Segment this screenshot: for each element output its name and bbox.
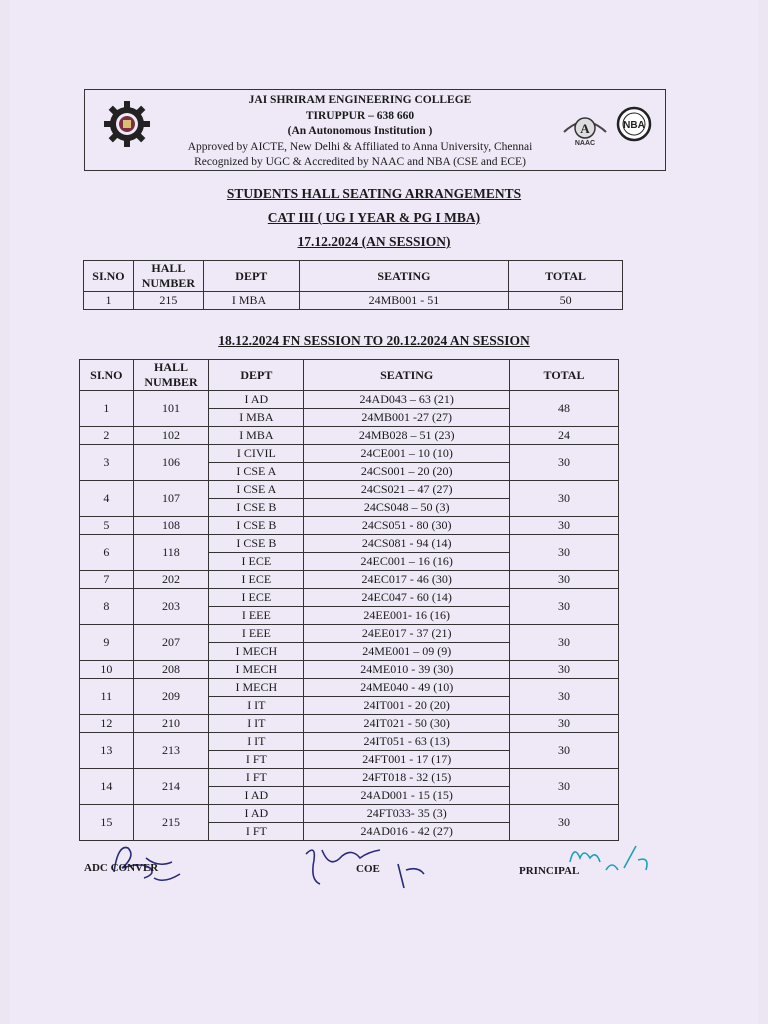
cell-hall: 203: [133, 589, 209, 625]
cell-dept: I IT: [209, 733, 304, 751]
col-total: TOTAL: [510, 360, 619, 391]
naac-label: NAAC: [574, 140, 596, 147]
cell-hall: 213: [133, 733, 209, 769]
cell-slno: 2: [80, 427, 134, 445]
cell-dept: I MECH: [209, 661, 304, 679]
cell-dept: I AD: [209, 787, 304, 805]
cell-seating: 24ME010 - 39 (30): [304, 661, 510, 679]
cell-dept: I EEE: [209, 607, 304, 625]
seating-table-1: [83, 260, 623, 310]
cell-seating: 24EC017 - 46 (30): [304, 571, 510, 589]
cell-slno: 1: [84, 292, 134, 310]
principal-label: PRINCIPAL: [519, 865, 580, 877]
cell-seating: 24AD001 - 15 (15): [304, 787, 510, 805]
table-row: [80, 427, 619, 445]
cell-seating: 24IT021 - 50 (30): [304, 715, 510, 733]
cell-dept: I MBA: [209, 409, 304, 427]
cell-total: 30: [510, 481, 619, 517]
cell-hall: 207: [133, 625, 209, 661]
cell-seating: 24CS021 – 47 (27): [304, 481, 510, 499]
cell-total: 48: [510, 391, 619, 427]
table-row: [80, 805, 619, 823]
cell-slno: 13: [80, 733, 134, 769]
cell-dept: I FT: [209, 751, 304, 769]
cell-hall: 215: [133, 805, 209, 841]
col-seating: SEATING: [299, 261, 508, 292]
cell-hall: 107: [133, 481, 209, 517]
cell-hall: 215: [133, 292, 203, 310]
cell-seating: 24CS051 - 80 (30): [304, 517, 510, 535]
cell-seating: 24FT001 - 17 (17): [304, 751, 510, 769]
cell-slno: 6: [80, 535, 134, 571]
cell-total: 30: [510, 679, 619, 715]
col-slno: SI.NO: [84, 261, 134, 292]
session2-title: 18.12.2024 FN SESSION TO 20.12.2024 AN SESSION: [218, 333, 530, 348]
cell-hall: 118: [133, 535, 209, 571]
coe-label: COE: [356, 863, 380, 875]
cell-dept: I MECH: [209, 679, 304, 697]
cell-total: 30: [510, 571, 619, 589]
cell-seating: 24ME001 – 09 (9): [304, 643, 510, 661]
cell-total: 30: [510, 535, 619, 571]
cell-dept: I FT: [209, 769, 304, 787]
cell-total: 30: [510, 445, 619, 481]
cell-dept: I CSE B: [209, 499, 304, 517]
cell-dept: I AD: [209, 391, 304, 409]
table-row: [80, 535, 619, 553]
cell-seating: 24ME040 - 49 (10): [304, 679, 510, 697]
cell-dept: I MBA: [203, 292, 299, 310]
cell-seating: 24IT051 - 63 (13): [304, 733, 510, 751]
cell-slno: 8: [80, 589, 134, 625]
col-seating: SEATING: [304, 360, 510, 391]
cell-seating: 24IT001 - 20 (20): [304, 697, 510, 715]
cell-dept: I CSE B: [209, 535, 304, 553]
cell-dept: I AD: [209, 805, 304, 823]
cell-dept: I FT: [209, 823, 304, 841]
cell-dept: I IT: [209, 697, 304, 715]
cell-total: 30: [510, 805, 619, 841]
college-status: (An Autonomous Institution ): [287, 125, 433, 137]
cell-dept: I EEE: [209, 625, 304, 643]
cell-hall: 101: [133, 391, 209, 427]
cell-dept: I MBA: [209, 427, 304, 445]
college-recognition: Recognized by UGC & Accredited by NAAC and NBA (CSE and ECE): [194, 156, 526, 168]
col-hall: HALL NUMBER: [133, 360, 209, 391]
seating-table-2: [79, 359, 619, 841]
college-city: TIRUPPUR – 638 660: [305, 109, 415, 122]
exam-title: CAT III ( UG I YEAR & PG I MBA): [267, 210, 481, 225]
col-total: TOTAL: [509, 261, 623, 292]
col-slno: SI.NO: [80, 360, 134, 391]
cell-dept: I MECH: [209, 643, 304, 661]
table-row: [80, 391, 619, 409]
table2-header-row: [80, 360, 619, 391]
cell-total: 50: [509, 292, 623, 310]
cell-slno: 15: [80, 805, 134, 841]
table1-header-row: [84, 261, 623, 292]
table-row: [84, 292, 623, 310]
table-row: [80, 571, 619, 589]
cell-dept: I IT: [209, 715, 304, 733]
col-dept: DEPT: [209, 360, 304, 391]
table-row: [80, 769, 619, 787]
cell-hall: 208: [133, 661, 209, 679]
cell-dept: I ECE: [209, 553, 304, 571]
cell-dept: I ECE: [209, 571, 304, 589]
cell-seating: 24EE001- 16 (16): [304, 607, 510, 625]
cell-slno: 5: [80, 517, 134, 535]
letterhead-text: [160, 93, 560, 171]
cell-seating: 24EE017 - 37 (21): [304, 625, 510, 643]
cell-slno: 12: [80, 715, 134, 733]
cell-dept: I CIVIL: [209, 445, 304, 463]
cell-seating: 24CE001 – 10 (10): [304, 445, 510, 463]
cell-total: 30: [510, 715, 619, 733]
cell-hall: 209: [133, 679, 209, 715]
cell-hall: 210: [133, 715, 209, 733]
cell-slno: 10: [80, 661, 134, 679]
table-row: [80, 589, 619, 607]
cell-total: 30: [510, 769, 619, 805]
adc-label: ADC CONVER: [84, 862, 159, 874]
cell-hall: 108: [133, 517, 209, 535]
cell-seating: 24MB001 -27 (27): [304, 409, 510, 427]
nba-label: NBA: [623, 120, 645, 131]
naac-grade: A: [580, 121, 590, 136]
cell-seating: 24CS048 – 50 (3): [304, 499, 510, 517]
cell-hall: 106: [133, 445, 209, 481]
cell-total: 30: [510, 625, 619, 661]
cell-seating: 24AD043 – 63 (21): [304, 391, 510, 409]
table-row: [80, 733, 619, 751]
cell-seating: 24MB001 - 51: [299, 292, 508, 310]
table-row: [80, 679, 619, 697]
cell-seating: 24AD016 - 42 (27): [304, 823, 510, 841]
cell-dept: I CSE B: [209, 517, 304, 535]
cell-total: 30: [510, 589, 619, 625]
principal-signature: [566, 840, 656, 880]
table-row: [80, 715, 619, 733]
nba-logo-icon: [616, 106, 652, 142]
cell-total: 30: [510, 517, 619, 535]
cell-seating: 24FT033- 35 (3): [304, 805, 510, 823]
cell-dept: I ECE: [209, 589, 304, 607]
cell-seating: 24EC001 – 16 (16): [304, 553, 510, 571]
cell-slno: 4: [80, 481, 134, 517]
cell-slno: 14: [80, 769, 134, 805]
cell-slno: 1: [80, 391, 134, 427]
col-dept: DEPT: [203, 261, 299, 292]
table-row: [80, 481, 619, 499]
col-hall: HALL NUMBER: [133, 261, 203, 292]
cell-total: 30: [510, 733, 619, 769]
cell-seating: 24FT018 - 32 (15): [304, 769, 510, 787]
cell-slno: 3: [80, 445, 134, 481]
cell-seating: 24CS081 - 94 (14): [304, 535, 510, 553]
cell-seating: 24CS001 – 20 (20): [304, 463, 510, 481]
table-row: [80, 445, 619, 463]
cell-slno: 7: [80, 571, 134, 589]
main-title: STUDENTS HALL SEATING ARRANGEMENTS: [226, 186, 522, 201]
college-name: JAI SHRIRAM ENGINEERING COLLEGE: [248, 94, 472, 106]
session1-title: 17.12.2024 (AN SESSION): [297, 234, 451, 249]
table-row: [80, 661, 619, 679]
cell-total: 24: [510, 427, 619, 445]
cell-dept: I CSE A: [209, 463, 304, 481]
table-row: [80, 625, 619, 643]
college-approval: Approved by AICTE, New Delhi & Affiliated to Anna University, Chennai: [187, 140, 533, 153]
cell-dept: I CSE A: [209, 481, 304, 499]
cell-hall: 214: [133, 769, 209, 805]
cell-slno: 11: [80, 679, 134, 715]
cell-seating: 24MB028 – 51 (23): [304, 427, 510, 445]
cell-slno: 9: [80, 625, 134, 661]
cell-hall: 202: [133, 571, 209, 589]
cell-seating: 24EC047 - 60 (14): [304, 589, 510, 607]
cell-hall: 102: [133, 427, 209, 445]
cell-total: 30: [510, 661, 619, 679]
table-row: [80, 517, 619, 535]
